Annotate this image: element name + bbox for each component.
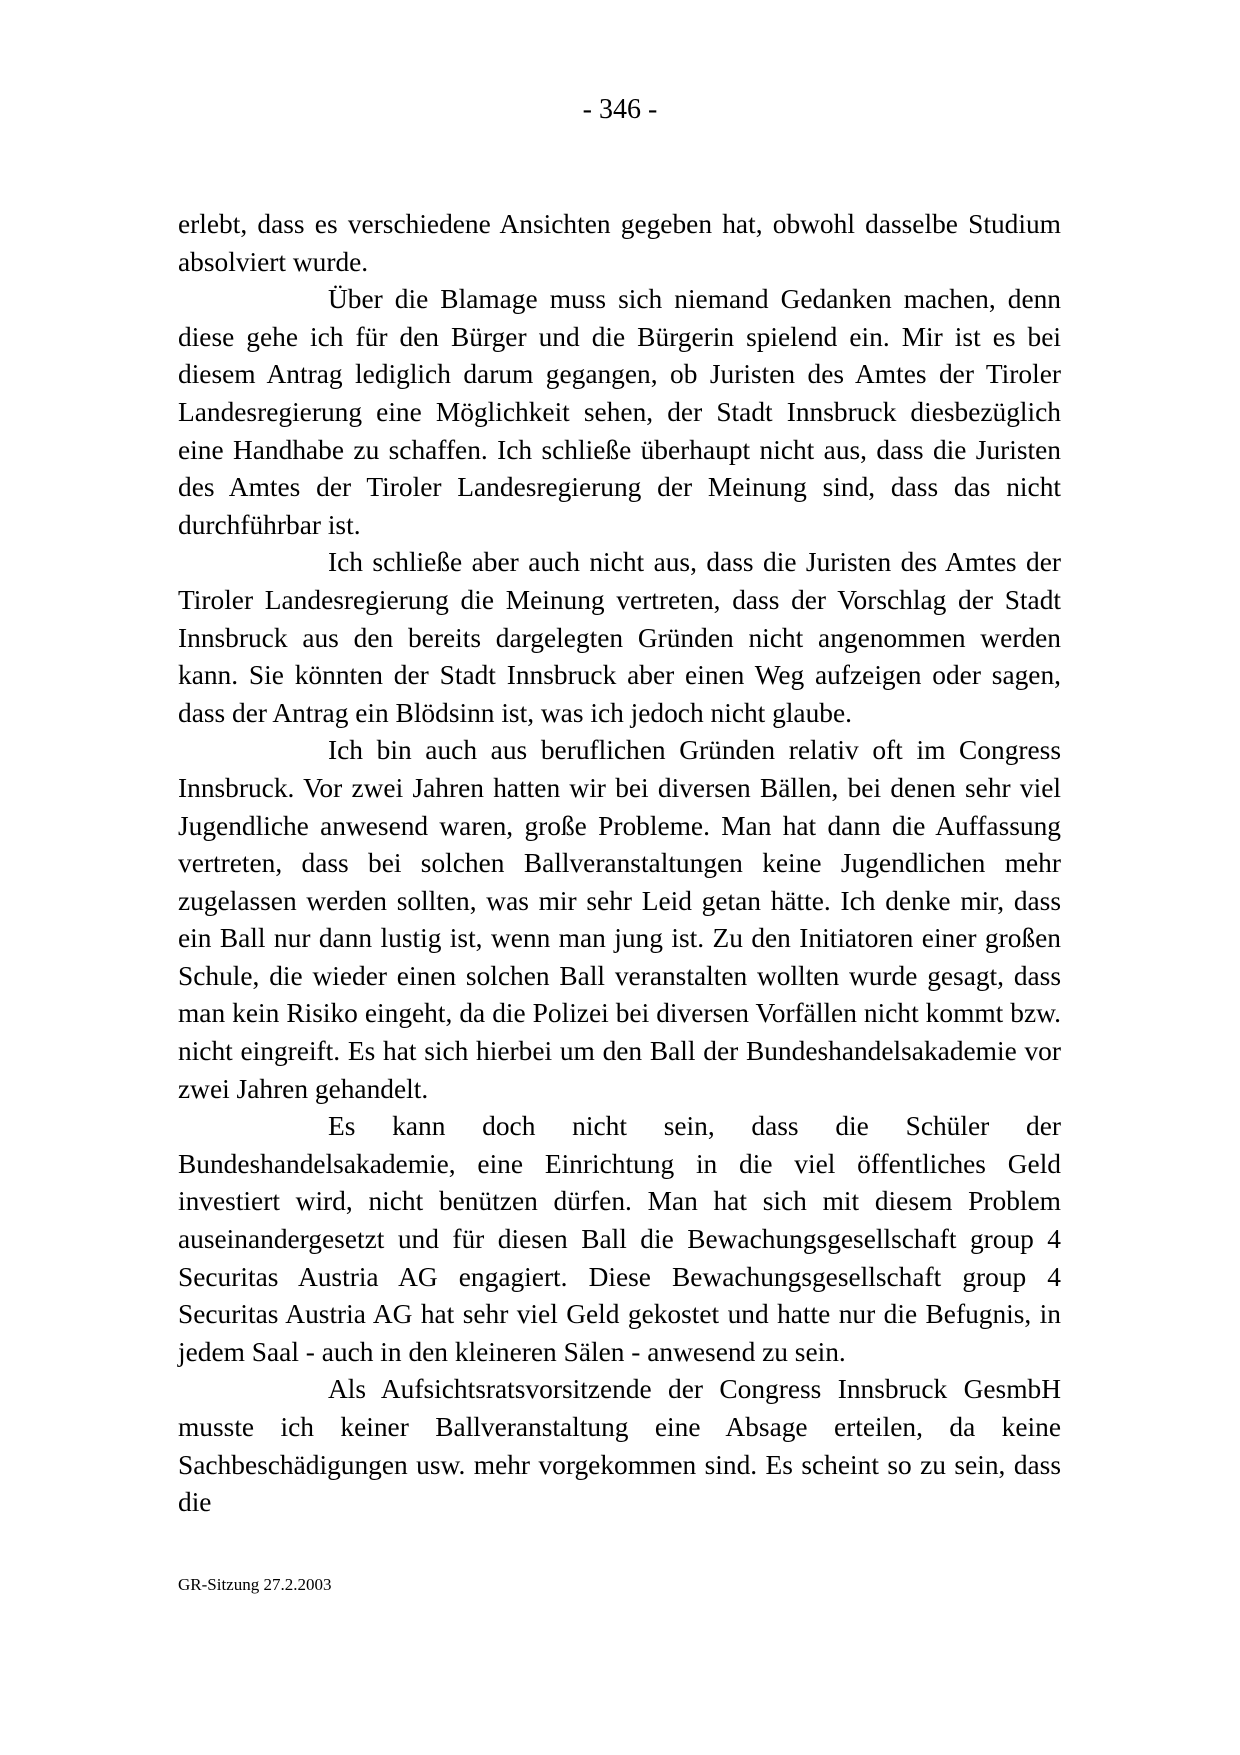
page-number: - 346 - bbox=[582, 94, 658, 125]
paragraph-4: Ich bin auch aus beruflichen Gründen relativ oft im Congress Innsbruck. Vor zwei Jahren hatten wir bei diversen Bällen, bei denen sehr viel Jugendliche anwesend waren, große Probleme. Man hat dann die Auffassung vertreten, dass bei solchen Ballveranstaltungen keine Jugendlichen mehr zugelassen werden sollten, was mir sehr Leid getan hätte. Ich denke mir, dass ein Ball nur dann lustig ist, wenn man jung ist. Zu den Initiatoren einer großen Schule, die wieder einen solchen Ball veranstalten wollten wurde gesagt, dass man kein Risiko eingeht, da die Polizei bei diversen Vorfällen nicht kommt bzw. nicht eingreift. Es hat sich hierbei um den Ball der Bundeshandelsakademie vor zwei Jahren gehandelt. bbox=[178, 735, 1061, 1104]
paragraph-1: erlebt, dass es verschiedene Ansichten gegeben hat, obwohl dasselbe Studium absolviert wurde. bbox=[178, 209, 1061, 277]
paragraph-3: Ich schließe aber auch nicht aus, dass die Juristen des Amtes der Tiroler Landesregierung die Meinung vertreten, dass der Vorschlag der Stadt Innsbruck aus den bereits dargelegten Gründen nicht angenommen werden kann. Sie könnten der Stadt Innsbruck aber einen Weg aufzeigen oder sagen, dass der Antrag ein Blödsinn ist, was ich jedoch nicht glaube. bbox=[178, 547, 1061, 728]
paragraph-6: Als Aufsichtsratsvorsitzende der Congress Innsbruck GesmbH musste ich keiner Ballveranstaltung eine Absage erteilen, da keine Sachbeschädigungen usw. mehr vorgekommen sind. Es scheint so zu sein, dass die bbox=[178, 1374, 1061, 1518]
paragraph-2: Über die Blamage muss sich niemand Gedanken machen, denn diese gehe ich für den Bürger und die Bürgerin spielend ein. Mir ist es bei diesem Antrag lediglich darum gegangen, ob Juristen des Amtes der Tiroler Landesregierung eine Möglichkeit sehen, der Stadt Innsbruck diesbezüglich eine Handhabe zu schaffen. Ich schließe überhaupt nicht aus, dass die Juristen des Amtes der Tiroler Landesregierung der Meinung sind, dass das nicht durchführbar ist. bbox=[178, 284, 1061, 540]
body-text bbox=[178, 206, 1061, 1522]
paragraph-5: Es kann doch nicht sein, dass die Schüler der Bundeshandelsakademie, eine Einrichtung in die viel öffentliches Geld investiert wird, nicht benützen dürfen. Man hat sich mit diesem Problem auseinandergesetzt und für diesen Ball die Bewachungsgesellschaft group 4 Securitas Austria AG engagiert. Diese Bewachungsgesellschaft group 4 Securitas Austria AG hat sehr viel Geld gekostet und hatte nur die Befugnis, in jedem Saal - auch in den kleineren Sälen - anwesend zu sein. bbox=[178, 1111, 1061, 1367]
footer-session-date: GR-Sitzung 27.2.2003 bbox=[178, 1575, 332, 1594]
